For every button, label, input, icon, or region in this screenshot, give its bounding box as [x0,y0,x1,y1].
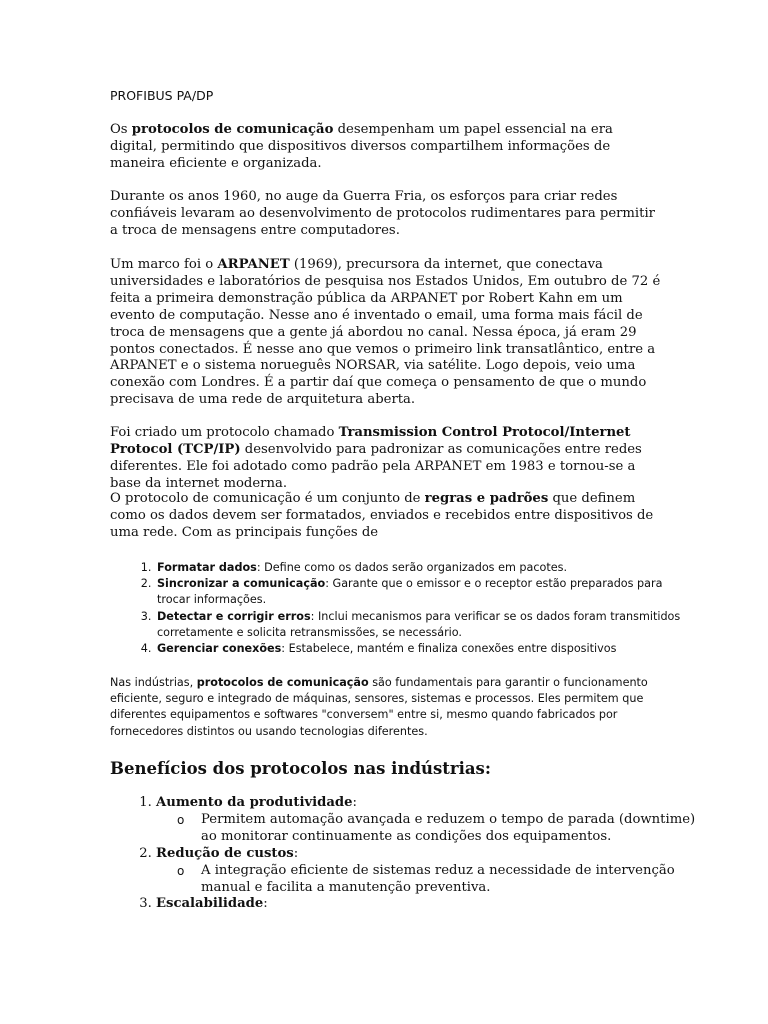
benefit-colon: : [352,795,357,810]
arpanet-paragraph [110,257,662,409]
function-title: Detectar e corrigir erros [157,609,311,623]
function-text: : Inclui mecanismos para verificar se os dados foram transmitidos corretamente e solicita retransmissões, se necessário. [157,609,681,639]
benefit-colon: : [263,896,268,912]
p4-bold: Transmission Control Protocol/Internet Protocol (TCP/IP) [110,425,631,457]
benefits-list [134,795,696,913]
benefit-detail: Permitem automação avançada e reduzem o tempo de parada (downtime) ao monitorar continuamente as condições dos equipamentos. [201,811,696,844]
p4-after: desenvolvido para padronizar as comunicações entre redes diferentes. Ele foi adotado como padrão pela ARPANET em 1983 e tornou-se a base da internet moderna. [110,441,642,491]
p1-after: desempenham um papel essencial na era digital, permitindo que dispositivos diversos compartilhem informações de maneira eficiente e organizada. [110,122,613,171]
p5-before: O protocolo de comunicação é um conjunto de [110,491,425,506]
circle-bullet-icon: o [177,863,185,878]
list-item [155,576,685,608]
benefit-title: Aumento da produtividade [156,795,353,810]
functions-list [134,560,685,657]
p3-before: Um marco foi o [110,257,218,272]
list-item [155,609,685,641]
p5-after: que definem como os dados devem ser formatados, enviados e recebidos entre dispositivos de uma rede. Com as principais funções de [110,491,654,540]
p6-bold: protocolos de comunicação [196,676,369,689]
industry-paragraph [110,675,662,740]
p3-after: (1969), precursora da internet, que conectava universidades e laboratórios de pesquisa nos Estados Unidos, Em outubro de 72 é feita a primeira demonstração pública da ARPANET por Robert Kahn em um evento de computação. Nesse ano é inventado o email, uma forma mais fácil de troca de mensagens que a gente já abordou no canal. Nessa época, já eram 29 pontos conectados. É nesse ano que vemos o primeiro link transatlântico, entre a ARPANET e o sistema norueguês NORSAR, via satélite. Logo depois, veio uma conexão com Londres. É a partir daí que começa o pensamento de que o mundo precisava de uma rede de arquitetura aberta. [110,257,661,408]
sub-list-item [177,811,696,846]
sub-list-item [177,862,696,897]
function-text: : Define como os dados serão organizados em pacotes. [256,561,568,574]
list-item [156,896,696,913]
circle-bullet-icon: o [177,812,185,827]
function-title: Gerenciar conexões [157,642,282,656]
benefits-heading: Benefícios dos protocolos nas indústrias: [110,759,491,778]
list-item [156,795,696,846]
p5-bold: regras e padrões [424,491,549,506]
intro-paragraph [110,122,662,173]
function-title: Formatar dados [157,561,257,574]
p6-before: Nas indústrias, [110,676,197,689]
p4-before: Foi criado um protocolo chamado [110,425,339,440]
history-paragraph: Durante os anos 1960, no auge da Guerra Fria, os esforços para criar redes confiáveis levaram ao desenvolvimento de protocolos rudimentares para permitir a troca de mensagens entre computadores. [110,189,655,238]
benefit-sublist [156,863,696,897]
p1-before: Os [110,122,132,137]
benefit-title: Escalabilidade [156,896,264,912]
benefit-title: Redução de custos [156,845,294,861]
function-text: : Estabelece, mantém e finaliza conexões entre dispositivos [281,642,617,656]
p6-after: são fundamentais para garantir o funcionamento eficiente, seguro e integrado de máquinas, sensores, sistemas e processos. Eles permitem que diferentes equipamentos e softwares "conversem" entre si, mesmo quando fabricados por fornecedores distintos ou usando tecnologias diferentes. [110,676,648,738]
p1-bold: protocolos de comunicação [131,122,334,137]
document-title: PROFIBUS PA/DP [110,88,214,103]
protocol-definition-paragraph [110,491,662,542]
benefit-sublist [156,812,696,846]
function-text: : Garante que o emissor e o receptor estão preparados para trocar informações. [157,577,663,607]
benefit-colon: : [293,845,299,861]
tcpip-paragraph [110,425,662,493]
list-item [155,560,685,576]
p3-bold: ARPANET [217,257,290,272]
function-title: Sincronizar a comunicação [157,577,326,591]
list-item [155,641,685,657]
benefit-detail: A integração eficiente de sistemas reduz a necessidade de intervenção manual e facilita a manutenção preventiva. [201,862,675,895]
list-item [156,846,696,897]
